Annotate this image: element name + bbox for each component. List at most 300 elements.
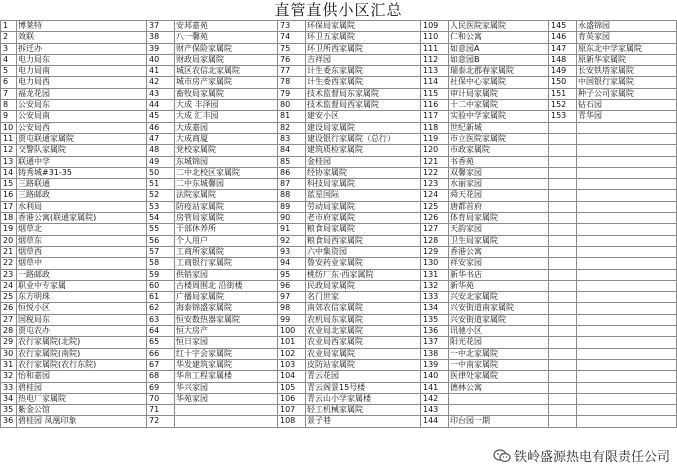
row-number-cell[interactable] [549,371,577,382]
community-name-cell[interactable]: 工商银行家属院 [175,258,278,269]
row-number-cell[interactable] [549,382,577,393]
row-number-cell[interactable]: 23 [1,269,17,280]
community-name-cell[interactable] [577,167,677,178]
row-number-cell[interactable]: 43 [147,88,175,99]
community-name-cell[interactable]: 十二中家属院 [449,100,549,111]
row-number-cell[interactable]: 145 [549,21,577,32]
row-number-cell[interactable]: 109 [421,21,449,32]
community-name-cell[interactable]: 广播局家属院 [175,292,278,303]
community-name-cell[interactable]: 拆迁办 [17,43,147,54]
row-number-cell[interactable]: 62 [147,303,175,314]
row-number-cell[interactable]: 120 [421,145,449,156]
row-number-cell[interactable]: 47 [147,133,175,144]
community-name-cell[interactable]: 博莱特 [17,21,147,32]
community-name-cell[interactable] [577,179,677,190]
community-name-cell[interactable]: 印台园一期 [449,416,549,427]
community-name-cell[interactable]: 育英家园 [577,32,677,43]
row-number-cell[interactable]: 148 [549,54,577,65]
community-name-cell[interactable]: 皮防站家属院 [306,359,421,370]
row-number-cell[interactable]: 84 [278,145,306,156]
community-name-cell[interactable]: 鲁安药业家属院 [306,258,421,269]
community-name-cell[interactable]: 兴安街道家属院 [449,314,549,325]
community-name-cell[interactable]: 财产保险家属院 [175,43,278,54]
community-name-cell[interactable]: 紫金公馆 [17,405,147,416]
community-name-cell[interactable]: 烟草西 [17,246,147,257]
community-name-cell[interactable]: 供销家园 [175,269,278,280]
row-number-cell[interactable] [549,156,577,167]
community-name-cell[interactable]: 国税局东 [17,314,147,325]
row-number-cell[interactable]: 27 [1,314,17,325]
row-number-cell[interactable]: 117 [421,111,449,122]
row-number-cell[interactable]: 100 [278,326,306,337]
row-number-cell[interactable]: 113 [421,66,449,77]
row-number-cell[interactable]: 152 [549,100,577,111]
row-number-cell[interactable]: 122 [421,167,449,178]
community-name-cell[interactable]: 财政局家属院 [175,54,278,65]
row-number-cell[interactable] [549,359,577,370]
row-number-cell[interactable]: 115 [421,88,449,99]
community-name-cell[interactable]: 世纪新城 [449,122,549,133]
row-number-cell[interactable] [549,201,577,212]
row-number-cell[interactable]: 105 [278,382,306,393]
row-number-cell[interactable]: 81 [278,111,306,122]
row-number-cell[interactable]: 25 [1,292,17,303]
row-number-cell[interactable]: 11 [1,133,17,144]
row-number-cell[interactable]: 74 [278,32,306,43]
community-name-cell[interactable]: 建设银行家属院（总行） [306,133,421,144]
community-name-cell[interactable]: 古楼周围北 沿街楼 [175,280,278,291]
row-number-cell[interactable]: 124 [421,190,449,201]
row-number-cell[interactable]: 136 [421,326,449,337]
row-number-cell[interactable]: 103 [278,359,306,370]
row-number-cell[interactable]: 101 [278,337,306,348]
row-number-cell[interactable] [549,337,577,348]
community-name-cell[interactable]: 职业中专家属 [17,280,147,291]
community-name-cell[interactable]: 公安局东 [17,100,147,111]
community-name-cell[interactable]: 八一馨苑 [175,32,278,43]
row-number-cell[interactable] [549,280,577,291]
community-name-cell[interactable] [577,292,677,303]
community-name-cell[interactable]: 电力局东 [17,54,147,65]
row-number-cell[interactable]: 140 [421,371,449,382]
row-number-cell[interactable]: 61 [147,292,175,303]
row-number-cell[interactable]: 112 [421,54,449,65]
community-name-cell[interactable]: 农业局北家属院 [306,326,421,337]
row-number-cell[interactable]: 35 [1,405,17,416]
row-number-cell[interactable]: 153 [549,111,577,122]
community-name-cell[interactable]: 建筑质检家属院 [306,145,421,156]
row-number-cell[interactable]: 119 [421,133,449,144]
community-name-cell[interactable]: 恒安数热器家属院 [175,314,278,325]
row-number-cell[interactable]: 95 [278,269,306,280]
row-number-cell[interactable]: 94 [278,258,306,269]
row-number-cell[interactable]: 150 [549,77,577,88]
row-number-cell[interactable] [549,314,577,325]
community-name-cell[interactable]: 畜牧局家属院 [175,88,278,99]
community-name-cell[interactable]: 技术监督局东家属院 [306,88,421,99]
community-name-cell[interactable]: 一中北家属院 [449,348,549,359]
community-name-cell[interactable]: 东方明珠 [17,292,147,303]
row-number-cell[interactable]: 146 [549,32,577,43]
row-number-cell[interactable]: 118 [421,122,449,133]
community-name-cell[interactable]: 青云花园 [306,371,421,382]
row-number-cell[interactable] [549,326,577,337]
community-name-cell[interactable]: 大成 汇丰园 [175,111,278,122]
row-number-cell[interactable] [549,190,577,201]
row-number-cell[interactable]: 72 [147,416,175,427]
row-number-cell[interactable]: 102 [278,348,306,359]
row-number-cell[interactable]: 34 [1,393,17,404]
community-name-cell[interactable]: 个人用户 [175,235,278,246]
row-number-cell[interactable]: 111 [421,43,449,54]
row-number-cell[interactable]: 19 [1,224,17,235]
community-name-cell[interactable] [577,348,677,359]
community-name-cell[interactable] [577,258,677,269]
row-number-cell[interactable]: 138 [421,348,449,359]
community-name-cell[interactable]: 华帛工程家属楼 [175,371,278,382]
row-number-cell[interactable]: 137 [421,337,449,348]
row-number-cell[interactable] [549,348,577,359]
row-number-cell[interactable]: 4 [1,54,17,65]
community-name-cell[interactable]: 兴安北家属院 [449,292,549,303]
row-number-cell[interactable]: 31 [1,359,17,370]
community-name-cell[interactable]: 三路邮政 [17,190,147,201]
row-number-cell[interactable]: 70 [147,393,175,404]
community-name-cell[interactable]: 红十字会家属院 [175,348,278,359]
community-name-cell[interactable]: 香港公寓 [449,246,549,257]
row-number-cell[interactable]: 142 [421,393,449,404]
community-name-cell[interactable]: 技术监督局西家属院 [306,100,421,111]
community-name-cell[interactable]: 二中东城馨园 [175,179,278,190]
community-name-cell[interactable] [577,303,677,314]
community-name-cell[interactable]: 怡和嘉园 [17,371,147,382]
row-number-cell[interactable]: 41 [147,66,175,77]
community-name-cell[interactable] [175,405,278,416]
row-number-cell[interactable] [549,213,577,224]
row-number-cell[interactable]: 6 [1,77,17,88]
community-name-cell[interactable]: 防疫站家属院 [175,201,278,212]
community-name-cell[interactable] [577,122,677,133]
row-number-cell[interactable]: 50 [147,167,175,178]
community-name-cell[interactable]: 交警队家属院 [17,145,147,156]
row-number-cell[interactable] [549,416,577,427]
row-number-cell[interactable]: 24 [1,280,17,291]
row-number-cell[interactable]: 116 [421,100,449,111]
row-number-cell[interactable]: 90 [278,213,306,224]
row-number-cell[interactable]: 76 [278,54,306,65]
row-number-cell[interactable]: 44 [147,100,175,111]
row-number-cell[interactable]: 106 [278,393,306,404]
community-name-cell[interactable]: 长安铁塔家属院 [577,66,677,77]
row-number-cell[interactable]: 2 [1,32,17,43]
row-number-cell[interactable]: 56 [147,235,175,246]
community-name-cell[interactable]: 青华园 [577,111,677,122]
row-number-cell[interactable]: 15 [1,179,17,190]
row-number-cell[interactable]: 69 [147,382,175,393]
row-number-cell[interactable]: 132 [421,280,449,291]
community-name-cell[interactable]: 仁和公寓 [449,32,549,43]
community-name-cell[interactable]: 祥安家园 [449,258,549,269]
row-number-cell[interactable] [549,145,577,156]
row-number-cell[interactable]: 139 [421,359,449,370]
row-number-cell[interactable]: 87 [278,179,306,190]
row-number-cell[interactable]: 86 [278,167,306,178]
community-name-cell[interactable]: 公安局西 [17,122,147,133]
community-name-cell[interactable]: 新华书店 [449,269,549,280]
row-number-cell[interactable]: 3 [1,43,17,54]
community-name-cell[interactable]: 六中集资园 [306,246,421,257]
row-number-cell[interactable]: 149 [549,66,577,77]
community-name-cell[interactable]: 舜天花园 [449,190,549,201]
community-name-cell[interactable]: 种子公司家属院 [577,88,677,99]
community-name-cell[interactable]: 城区农信北家属院 [175,66,278,77]
community-name-cell[interactable]: 房管局家属院 [175,213,278,224]
row-number-cell[interactable]: 16 [1,190,17,201]
row-number-cell[interactable]: 28 [1,326,17,337]
row-number-cell[interactable]: 89 [278,201,306,212]
community-name-cell[interactable]: 贾屯联通家属院 [17,133,147,144]
community-name-cell[interactable]: 粮食局西家属院 [306,235,421,246]
community-name-cell[interactable]: 建安小区 [306,111,421,122]
row-number-cell[interactable]: 51 [147,179,175,190]
community-name-cell[interactable]: 桃纺厂东·西家属院 [306,269,421,280]
row-number-cell[interactable] [549,269,577,280]
community-name-cell[interactable] [577,371,677,382]
row-number-cell[interactable] [549,405,577,416]
community-name-cell[interactable] [577,133,677,144]
row-number-cell[interactable]: 22 [1,258,17,269]
community-name-cell[interactable]: 农行家属院(北院) [17,337,147,348]
community-name-cell[interactable]: 人民医院家属院 [449,21,549,32]
community-name-cell[interactable]: 环保局家属院 [306,21,421,32]
row-number-cell[interactable]: 40 [147,54,175,65]
row-number-cell[interactable]: 151 [549,88,577,99]
community-name-cell[interactable] [577,326,677,337]
community-name-cell[interactable] [577,201,677,212]
community-name-cell[interactable]: 新华苑 [449,280,549,291]
row-number-cell[interactable]: 54 [147,213,175,224]
community-name-cell[interactable]: 轻工机械家属院 [306,405,421,416]
row-number-cell[interactable]: 135 [421,314,449,325]
row-number-cell[interactable]: 18 [1,213,17,224]
row-number-cell[interactable]: 108 [278,416,306,427]
community-name-cell[interactable]: 金桂园 [306,156,421,167]
community-name-cell[interactable]: 效联 [17,32,147,43]
row-number-cell[interactable] [549,167,577,178]
row-number-cell[interactable]: 143 [421,405,449,416]
community-name-cell[interactable]: 烟草东 [17,235,147,246]
community-name-cell[interactable]: 中国银行家属院 [577,77,677,88]
community-name-cell[interactable]: 铸秀城#31-35 [17,167,147,178]
row-number-cell[interactable]: 13 [1,156,17,167]
row-number-cell[interactable]: 92 [278,235,306,246]
community-name-cell[interactable]: 双馨家园 [449,167,549,178]
row-number-cell[interactable] [549,292,577,303]
community-name-cell[interactable]: 水丽家园 [449,179,549,190]
community-name-cell[interactable]: 烟草北 [17,224,147,235]
row-number-cell[interactable]: 110 [421,32,449,43]
community-name-cell[interactable]: 实验中学家属院 [449,111,549,122]
community-name-cell[interactable] [577,382,677,393]
community-name-cell[interactable] [449,405,549,416]
community-name-cell[interactable]: 华兴家园 [175,382,278,393]
row-number-cell[interactable]: 53 [147,201,175,212]
community-name-cell[interactable] [175,416,278,427]
community-name-cell[interactable]: 一中南家属院 [449,359,549,370]
row-number-cell[interactable]: 77 [278,66,306,77]
row-number-cell[interactable]: 20 [1,235,17,246]
community-name-cell[interactable] [577,337,677,348]
row-number-cell[interactable]: 5 [1,66,17,77]
community-name-cell[interactable]: 钻石园 [577,100,677,111]
row-number-cell[interactable]: 141 [421,382,449,393]
community-name-cell[interactable]: 农业局西家属院 [306,337,421,348]
row-number-cell[interactable]: 57 [147,246,175,257]
community-name-cell[interactable]: 审计局家属院 [449,88,549,99]
row-number-cell[interactable]: 21 [1,246,17,257]
row-number-cell[interactable]: 37 [147,21,175,32]
row-number-cell[interactable]: 82 [278,122,306,133]
row-number-cell[interactable]: 129 [421,246,449,257]
row-number-cell[interactable]: 68 [147,371,175,382]
community-name-cell[interactable] [577,246,677,257]
row-number-cell[interactable]: 144 [421,416,449,427]
community-name-cell[interactable]: 经协家属院 [306,167,421,178]
row-number-cell[interactable]: 80 [278,100,306,111]
community-name-cell[interactable]: 香港公寓(联通家属院) [17,213,147,224]
community-name-cell[interactable]: 大成 丰泽园 [175,100,278,111]
community-name-cell[interactable]: 联通中学 [17,156,147,167]
row-number-cell[interactable]: 55 [147,224,175,235]
community-name-cell[interactable]: 粮食局家属院 [306,224,421,235]
row-number-cell[interactable] [549,122,577,133]
community-name-cell[interactable]: 农行家属院(农行东院) [17,359,147,370]
row-number-cell[interactable]: 58 [147,258,175,269]
community-name-cell[interactable]: 书香苑 [449,156,549,167]
community-name-cell[interactable]: 瑞泰北郡春家属院 [449,66,549,77]
row-number-cell[interactable]: 65 [147,337,175,348]
row-number-cell[interactable]: 12 [1,145,17,156]
community-name-cell[interactable]: 干部休养所 [175,224,278,235]
community-name-cell[interactable] [577,145,677,156]
community-name-cell[interactable]: 恒日家园 [175,337,278,348]
row-number-cell[interactable]: 33 [1,382,17,393]
community-name-cell[interactable]: 城市房产家属院 [175,77,278,88]
row-number-cell[interactable]: 85 [278,156,306,167]
row-number-cell[interactable] [549,303,577,314]
community-name-cell[interactable] [577,393,677,404]
community-name-cell[interactable] [577,156,677,167]
community-name-cell[interactable]: 建设局家属院 [306,122,421,133]
community-name-cell[interactable]: 德林公寓 [449,382,549,393]
community-name-cell[interactable]: 计生委东家属院 [306,66,421,77]
community-name-cell[interactable]: 南郊农信家属院 [306,303,421,314]
community-name-cell[interactable]: 唐都首府 [449,201,549,212]
row-number-cell[interactable]: 63 [147,314,175,325]
community-name-cell[interactable]: 环卫五家属院 [306,32,421,43]
community-name-cell[interactable]: 讯驰小区 [449,326,549,337]
community-name-cell[interactable]: 大成商厦 [175,133,278,144]
row-number-cell[interactable]: 17 [1,201,17,212]
community-name-cell[interactable]: 如意园A [449,43,549,54]
row-number-cell[interactable]: 10 [1,122,17,133]
row-number-cell[interactable]: 107 [278,405,306,416]
community-name-cell[interactable]: 医律处家属院 [449,371,549,382]
row-number-cell[interactable]: 29 [1,337,17,348]
community-name-cell[interactable]: 科技局家属院 [306,179,421,190]
row-number-cell[interactable]: 83 [278,133,306,144]
row-number-cell[interactable] [549,179,577,190]
row-number-cell[interactable]: 64 [147,326,175,337]
community-name-cell[interactable]: 环卫所西家属院 [306,43,421,54]
community-name-cell[interactable]: 水利局 [17,201,147,212]
row-number-cell[interactable]: 71 [147,405,175,416]
row-number-cell[interactable]: 32 [1,371,17,382]
row-number-cell[interactable]: 8 [1,100,17,111]
row-number-cell[interactable] [549,133,577,144]
community-name-cell[interactable]: 阳光花园 [449,337,549,348]
row-number-cell[interactable]: 42 [147,77,175,88]
row-number-cell[interactable]: 98 [278,303,306,314]
row-number-cell[interactable]: 73 [278,21,306,32]
community-name-cell[interactable]: 原东北中学家属院 [577,43,677,54]
community-name-cell[interactable]: 农机局东家属院 [306,314,421,325]
community-name-cell[interactable]: 劳动局家属院 [306,201,421,212]
row-number-cell[interactable]: 1 [1,21,17,32]
row-number-cell[interactable]: 97 [278,292,306,303]
row-number-cell[interactable]: 7 [1,88,17,99]
row-number-cell[interactable]: 66 [147,348,175,359]
row-number-cell[interactable]: 26 [1,303,17,314]
row-number-cell[interactable]: 49 [147,156,175,167]
row-number-cell[interactable]: 39 [147,43,175,54]
row-number-cell[interactable] [549,235,577,246]
community-name-cell[interactable]: 青云阁景15号楼 [306,382,421,393]
community-name-cell[interactable]: 卫生局家属院 [449,235,549,246]
community-name-cell[interactable]: 党校家属院 [175,145,278,156]
row-number-cell[interactable]: 123 [421,179,449,190]
community-name-cell[interactable] [577,213,677,224]
row-number-cell[interactable]: 96 [278,280,306,291]
community-name-cell[interactable]: 华发建筑家属院 [175,359,278,370]
community-name-cell[interactable] [577,280,677,291]
community-name-cell[interactable]: 法院家属院 [175,190,278,201]
row-number-cell[interactable]: 133 [421,292,449,303]
community-name-cell[interactable]: 农业局家属院 [306,348,421,359]
community-name-cell[interactable] [577,359,677,370]
community-name-cell[interactable]: 碧桂园 凤凰印象 [17,416,147,427]
row-number-cell[interactable]: 91 [278,224,306,235]
row-number-cell[interactable]: 46 [147,122,175,133]
community-name-cell[interactable]: 市立医院家属院 [449,133,549,144]
community-name-cell[interactable]: 吉祥园 [306,54,421,65]
row-number-cell[interactable]: 67 [147,359,175,370]
row-number-cell[interactable]: 128 [421,235,449,246]
community-name-cell[interactable]: 大成嘉园 [175,122,278,133]
row-number-cell[interactable]: 78 [278,77,306,88]
row-number-cell[interactable] [549,246,577,257]
row-number-cell[interactable]: 45 [147,111,175,122]
community-name-cell[interactable]: 计生委西家属院 [306,77,421,88]
community-name-cell[interactable]: 烟草中 [17,258,147,269]
community-name-cell[interactable]: 三路联通 [17,179,147,190]
community-name-cell[interactable] [577,224,677,235]
row-number-cell[interactable]: 88 [278,190,306,201]
row-number-cell[interactable] [549,224,577,235]
community-name-cell[interactable]: 天韵家园 [449,224,549,235]
community-name-cell[interactable] [577,314,677,325]
community-name-cell[interactable]: 青云山小学家属楼 [306,393,421,404]
